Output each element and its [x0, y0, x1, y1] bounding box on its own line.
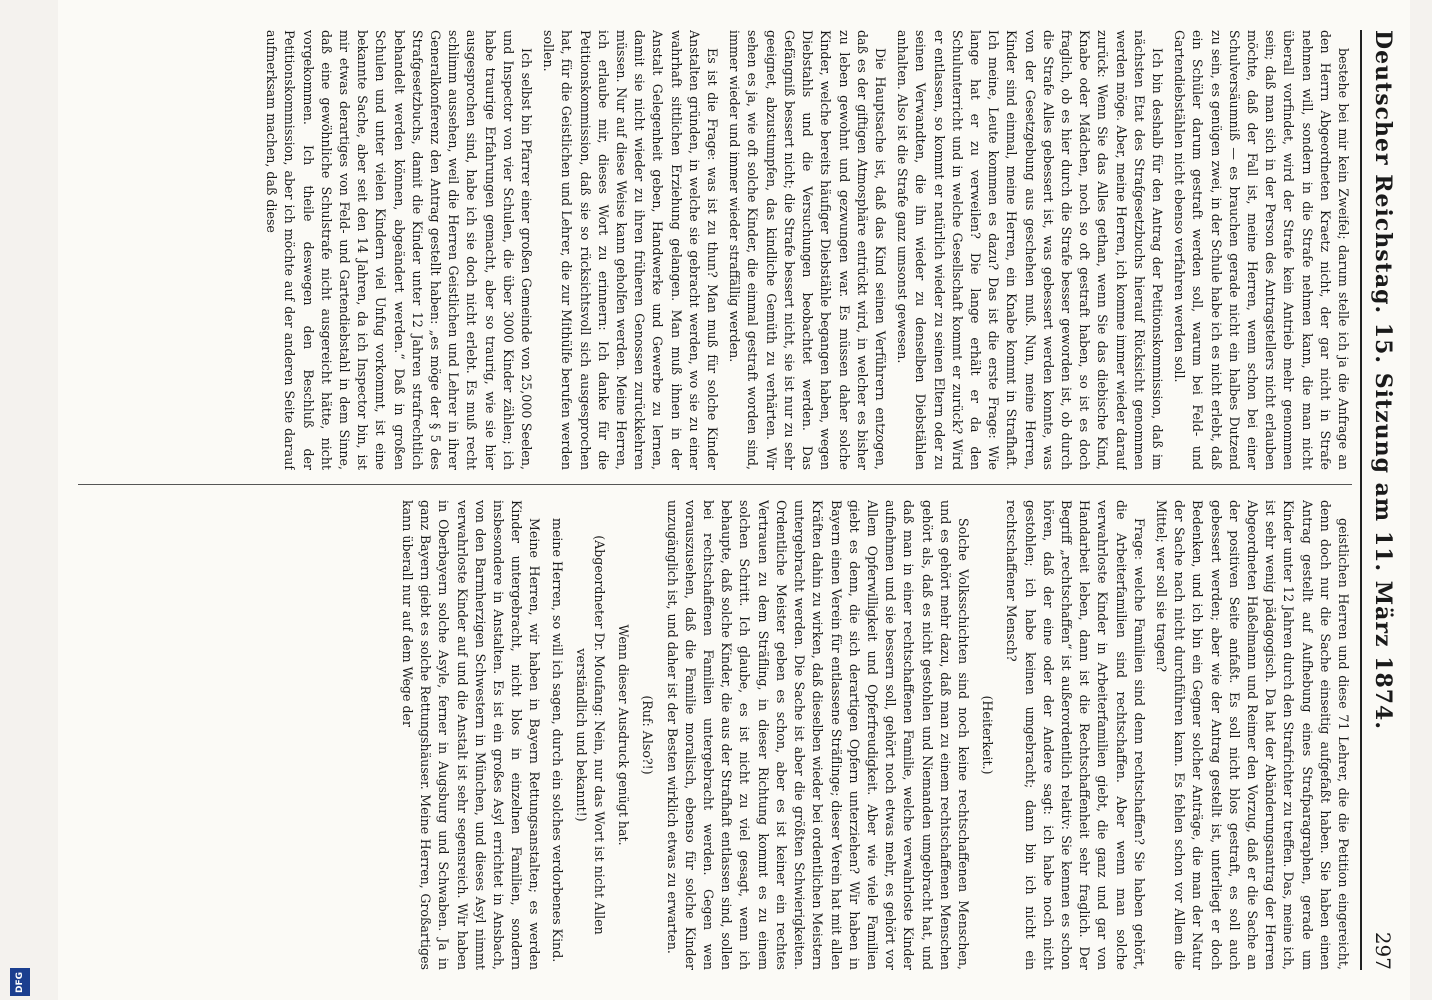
- paragraph: meine Herren, so will ich sagen, durch ein solches verdorbenes Kind.: [549, 518, 565, 963]
- page-header: [1360, 30, 1396, 970]
- paragraph: Solche Volksschichten sind noch keine rechtschaffenen Menschen, und es gehört mehr dazu, daß man zu einem rechtschaffenen Menschen gehört als, daß es nicht gestohlen und Niemanden umgebracht hat, und daß man in einer rechtschaffenen Familie, welche verwahrloste Kinder aufnehmen und sie bessern soll, gehört noch etwas mehr, es gehört vor Allem Opferwilligkeit und Opferfreudigkeit. Aber wie viele Familien giebt es denn, die sich derartigen Opfern unterziehen? Wir haben in Bayern einen Verein für entlassene Sträflinge; dieser Verein hat mit allen Kräften dahin zu wirken, daß dieselben wieder bei ordentlichen Meistern untergebracht werden. Die Sache ist aber die größten Schwierigkeiten. Ordentliche Meister geben es schon, aber es ist keiner ein rechtes Vertrauen zu dem Sträfling, in dieser Richtung kommt es zu einem solchen Schritt. Ich glaube, es ist nicht zu viel gesagt, wenn ich behaupte, daß solche Kinder, die aus der Strafhaft entlassen sind, sollen bei rechtschaffenen Familien untergebracht werden. Gegen wen vorauszusehen, daß die Familie moralisch, ebenso für solche Kinder unzugänglich ist, und daher ist der Besten wirklich etwas zu erwarten.: [664, 500, 971, 970]
- paragraph: geistlichen Herren und diese 71 Lehrer, die die Petition eingereicht, denn doch nur die Sache einseitig aufgefaßt haben. Sie haben einen Antrag gestellt auf Aufhebung eines Strafparagraphen, gerade um Kinder unter 12 Jahren durch den Strafrichter zu treffen. Das, meine ich, ist sehr wenig pädagogisch. Da hat der Abänderungsantrag der Herren Abgeordneten Haßelmann und Reimer den Vorzug, daß er die Sache an der positiven Seite anfaßt. Es soll nicht blos gestraft, es soll auch gebessert werden; aber wie der Antrag gestellt ist, unterliegt er doch Bedenken, und ich bin ein Gegner solcher Anträge, die man der Natur der Sache nach nicht durchführen kann. Es fehlen schon vor Allem die Mittel; wer soll sie tragen?: [1153, 500, 1351, 970]
- column-divider: [78, 484, 1352, 485]
- paragraph: Ich bin deshalb für den Antrag der Petitionskommission, daß im nächsten Etat des Strafgesetzbuchs hierauf Rücksicht genommen werden möge. Aber, meine Herren, ich komme immer wieder darauf zurück: Wenn Sie das Alles gethan, wenn Sie das diebische Kind, Knabe oder Mädchen, noch so oft gestraft haben, so ist es doch fraglich, ob es hier durch die Strafe besser geworden ist, ob durch die Strafe Alles gebessert ist, was gebessert werden konnte, was von der Gesetzgebung aus geschehen muß. Nun, meine Herren, Kinder sind einmal, meine Herren, ein Knabe kommt in Strafhaft. Ich meine, Leute kommen es dazu? Das ist die erste Frage: Wie lange hat er zu verweilen? Die lange erhält er da den Schulunterricht und in welche Gesellschaft kommt er zurück? Wird er entlassen, so kommt er natürlich wieder zu seinen Eltern oder zu seinen Verwandten, die ihn wieder zu denselben Diebstählen anhalten. Also ist die Strafe ganz umsonst gewesen.: [895, 30, 1165, 470]
- newspaper-page: [58, 0, 1410, 1000]
- paragraph: Meine Herren, wir haben in Bayern Rettungsanstalten; es werden Kinder untergebracht, nicht blos in einzelnen Familien, sondern insbesondere in Anstalten. Es ist ein großes Asyl errichtet in Ansbach, von den Barmherzigen Schwestern in München, und dieses Asyl nimmt verwahrloste Kinder auf und die Anstalt ist sehr segensreich. Wir haben in Oberbayern solche Asyle, ferner in Augsburg und Schwaben. Ja in ganz Bayern giebt es solche Rettungshäuser. Meine Herren, Großartiges kann überall nur auf dem Wege der: [400, 500, 543, 970]
- right-column: [78, 500, 1352, 970]
- dfg-logo: DFG: [10, 968, 30, 996]
- laughter-note: (Heiterkeit.): [980, 695, 996, 775]
- digitization-credit: [6, 0, 46, 1000]
- question-line: Wenn dieser Ausdruck genügt hat.: [616, 624, 632, 846]
- left-column: [78, 30, 1352, 470]
- digitization-note: [0, 4, 6, 964]
- paragraph: bestehe bei mir kein Zweifel; darum stelle ich ja die Anfrage an den Herrn Abgeordneten Kraetz nicht, der gar nicht in Strafe nehmen will, sondern in die Strafe nehmen kann, die man nicht überall vorfindet, wird der Strafe kein Antrieb mehr genommen sein; daß man sich in der Person des Antragstellers nicht erlauben möchte, daß der Fall ist, meine Herren, wenn schon bei einer Schulversäumniß — es brauchen gerade nicht ein halbes Dutzend zu sein, es genügen zwei, in der Schule habe ich es nicht erlebt, daß ein Schüler darum gestraft werden soll, warum bei Feld- und Gartendiebstählen nicht ebenso verfahren werden soll.: [1172, 30, 1351, 470]
- paragraph: Frage: welche Familien sind denn rechtschaffen? Sie haben gehört, die Arbeiterfamilien sind rechtschaffen. Aber wenn man solche verwahrloste Kinder in Arbeiterfamilien giebt, die ganz und gar von Handarbeit leben, dann ist die Rechtschaffenheit sehr fraglich. Der Begriff „rechtschaffen“ ist außerordentlich relativ: Sie kennen es schon hören, daß der eine oder der Andere sagt: ich habe noch nicht gestohlen; ich habe keinen umgebracht; dann bin ich nicht ein rechtschaffener Mensch?: [1004, 500, 1147, 970]
- page-title: Deutscher Reichstag. 15. Sitzung am 11. März 1874.: [1370, 30, 1396, 731]
- page-number: 297: [1371, 931, 1395, 970]
- paragraph: Ich selbst bin Pfarrer einer großen Gemeinde von 25,000 Seelen, und Inspector von vier Schulen, die über 3000 Kinder zählen; ich habe traurige Erfahrungen gemacht, aber so traurig, wie sie hier ausgesprochen sind, habe ich sie doch nicht erlebt. Es muß recht schlimm aussehen, weil die Herren Geistlichen und Lehrer in ihrer Generalkonferenz den Antrag gestellt haben: „es möge der § 5 des Strafgesetzbuchs, damit die Kinder unter 12 Jahren strafrechtlich behandelt werden können, abgeändert werden.“ Daß in großen Schulen und unter vielen Kindern viel Unfug vorkommt, ist eine bekannte Sache, aber seit den 14 Jahren, da ich Inspector bin, ist mir etwas derartiges von Feld- und Gartendiebstahl in dem Sinne, daß eine gewöhnliche Schulstrafe nicht ausgereicht hätte, nicht vorgekommen. Ich theile deswegen den Beschluß der Petitionskommission, aber ich möchte auf der anderen Seite darauf aufmerksam machen, daß diese: [264, 30, 535, 470]
- paragraph: Die Hauptsache ist, daß das Kind seinen Verführern entzogen, daß es der giftigen Atmosphäre entrückt wird, in welcher es bisher zu leben gewohnt und gezwungen war. Es müssen daher solche Kinder, welche bereits häufiger Diebstähle begangen haben, wegen Diebstahls und die Versuchungen beobachtet werden. Das Gefängniß bessert nicht; die Strafe bessert nicht, sie ist nur zu sehr geeignet, abzustumpfen, das kindliche Gemüth zu verhärten. Wir sehen es ja, wie oft solche Kinder, die einmal gestraft worden sind, immer wieder und immer wieder straffällig werden.: [727, 30, 888, 470]
- interjection: (Ruf: Also?!): [640, 695, 656, 775]
- quote-block: (Abgeordneter Dr. Moufang: Nein, nur das Wort ist nicht Allen verständlich und bekannt!): [573, 535, 608, 935]
- paragraph: Es ist die Frage: was ist zu thun? Man muß für solche Kinder Anstalten gründen, in welche sie gebracht werden, wo sie zu einer wahrhaft sittlichen Erziehung gelangen. Man muß ihnen in der Anstalt Gelegenheit geben, Handwerke und Gewerbe zu lernen, damit sie nicht wieder zu ihren früheren Genossen zurückkehren müssen. Nur auf diese Weise kann geholfen werden. Meine Herren, ich erlaube mir, dieses Wort zu erinnern: Ich danke für die Petitionskommission, daß sie so rücksichtsvoll sich ausgesprochen hat, für die Geistlichen und Lehrer, die zur Mithülfe berufen werden sollen.: [541, 30, 721, 470]
